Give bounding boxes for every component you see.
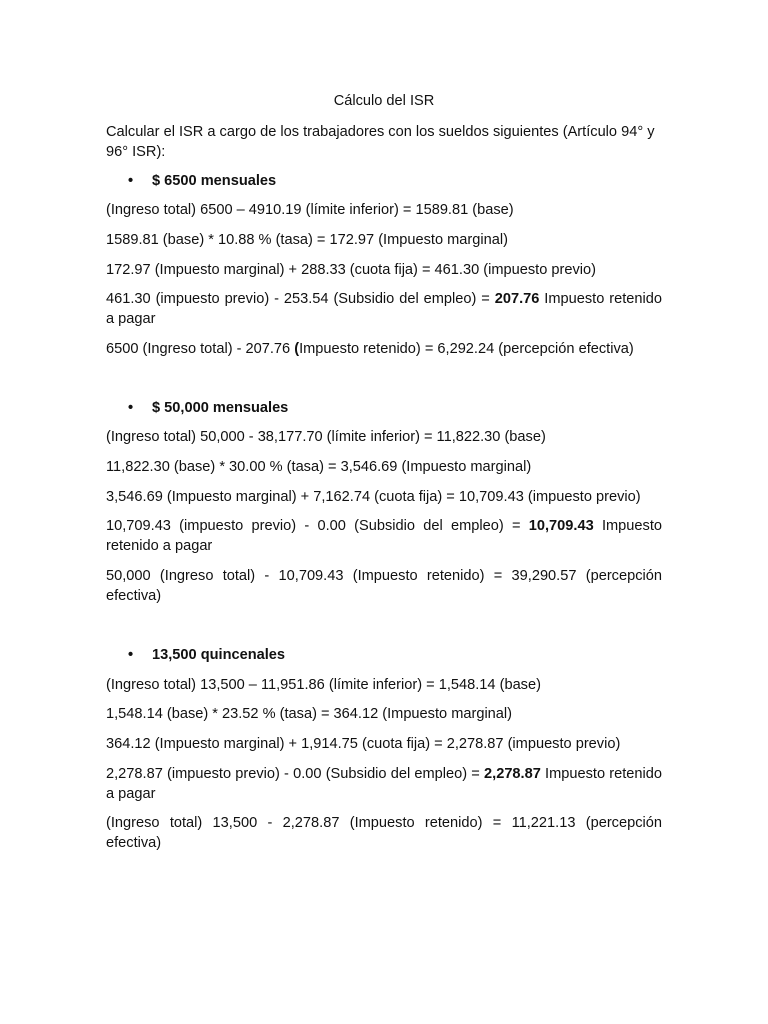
calc-line-impuesto-marginal: 11,822.30 (base) * 30.00 % (tasa) = 3,546.69 (Impuesto marginal) xyxy=(106,459,532,475)
bold-paren: ( xyxy=(294,341,300,357)
calc-line-percepcion xyxy=(106,339,662,359)
calc-line-ingreso: (Ingreso total) 6500 – 4910.19 (límite inferior) = 1589.81 (base) xyxy=(106,202,514,218)
section-heading-13500 xyxy=(128,645,285,665)
bullet-icon: • xyxy=(128,647,134,663)
section-heading-text: $ 6500 mensuales xyxy=(152,173,277,189)
text-segment: Impuesto retenido a pagar xyxy=(106,291,662,327)
section-heading-6500 xyxy=(128,171,276,191)
retenido-value: 207.76 xyxy=(494,291,540,307)
calc-line-impuesto-marginal: 1589.81 (base) * 10.88 % (tasa) = 172.97 (Impuesto marginal) xyxy=(106,232,508,248)
section-heading-50000 xyxy=(128,398,288,418)
text-segment: Impuesto retenido) = 6,292.24 (percepción efectiva) xyxy=(299,341,634,357)
intro-paragraph: Calcular el ISR a cargo de los trabajadores con los sueldos siguientes (Artículo 94° y 96° ISR): xyxy=(106,124,655,160)
calc-line-percepcion: 50,000 (Ingreso total) - 10,709.43 (Impuesto retenido) = 39,290.57 (percepción efectiva) xyxy=(106,568,662,604)
calc-line-impuesto-previo: 3,546.69 (Impuesto marginal) + 7,162.74 (cuota fija) = 10,709.43 (impuesto previo) xyxy=(106,489,641,505)
calc-line-impuesto-retenido xyxy=(106,516,662,556)
section-heading-text: 13,500 quincenales xyxy=(152,647,286,663)
text-segment: 10,709.43 (impuesto previo) - 0.00 (Subsidio del empleo) = xyxy=(106,518,529,534)
bullet-icon: • xyxy=(128,400,134,416)
text-segment: 2,278.87 (impuesto previo) - 0.00 (Subsidio del empleo) = xyxy=(106,766,485,782)
document-title: Cálculo del ISR xyxy=(333,93,435,109)
calc-line-ingreso: (Ingreso total) 50,000 - 38,177.70 (límite inferior) = 11,822.30 (base) xyxy=(106,429,546,445)
text-segment: 461.30 (impuesto previo) - 253.54 (Subsidio del empleo) = xyxy=(106,291,495,307)
calc-line-impuesto-retenido xyxy=(106,289,662,329)
calc-line-impuesto-previo: 364.12 (Impuesto marginal) + 1,914.75 (cuota fija) = 2,278.87 (impuesto previo) xyxy=(106,736,621,752)
calc-line-ingreso: (Ingreso total) 13,500 – 11,951.86 (límite inferior) = 1,548.14 (base) xyxy=(106,677,541,693)
calc-line-impuesto-retenido xyxy=(106,764,662,804)
text-segment: 6500 (Ingreso total) - 207.76 xyxy=(106,341,295,357)
text-segment: Impuesto retenido a pagar xyxy=(106,518,662,554)
bullet-icon: • xyxy=(128,173,134,189)
section-heading-text: $ 50,000 mensuales xyxy=(152,400,289,416)
retenido-value: 2,278.87 xyxy=(484,766,541,782)
text-segment: Impuesto retenido a pagar xyxy=(106,766,662,802)
retenido-value: 10,709.43 xyxy=(528,518,594,534)
calc-line-impuesto-marginal: 1,548.14 (base) * 23.52 % (tasa) = 364.12 (Impuesto marginal) xyxy=(106,706,513,722)
calc-line-impuesto-previo: 172.97 (Impuesto marginal) + 288.33 (cuota fija) = 461.30 (impuesto previo) xyxy=(106,262,596,278)
calc-line-percepcion: (Ingreso total) 13,500 - 2,278.87 (Impuesto retenido) = 11,221.13 (percepción efectiva) xyxy=(106,815,662,851)
